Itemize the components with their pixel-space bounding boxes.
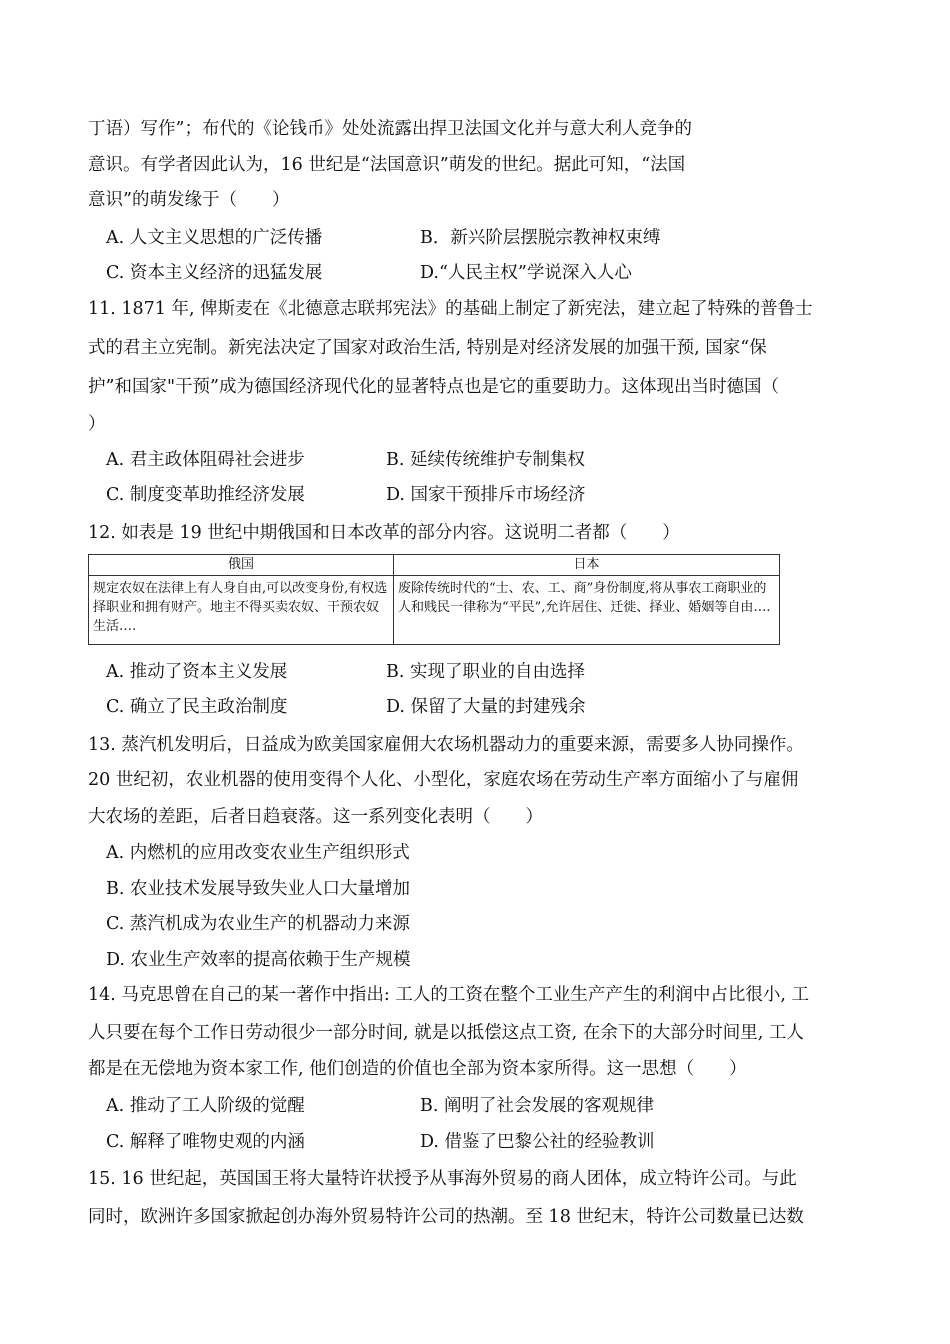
table-cell-russia: 规定农奴在法律上有人身自由,可以改变身份,有权选择职业和拥有财产。地主不得买卖农奴、干预农奴生活…. [89,576,394,645]
question-12-option-a: A. 推动了资本主义发展 [106,662,288,682]
question-12-line-1: 12. 如表是 19 世纪中期俄国和日本改革的部分内容。这说明二者都（ ） [88,523,680,543]
question-14-option-b: B. 阐明了社会发展的客观规律 [420,1096,654,1116]
table-header-japan: 日本 [394,555,780,576]
question-13-line-2: 20 世纪初，农业机器的使用变得个人化、小型化，家庭农场在劳动生产率方面缩小了与雇佣 [88,770,799,790]
question-13-option-a: A. 内燃机的应用改变农业生产组织形式 [106,843,410,863]
question-12-option-b: B. 实现了职业的自由选择 [386,662,585,682]
question-10-line-2: 意识。有学者因此认为，16 世纪是“法国意识”萌发的世纪。据此可知，“法国 [88,155,686,175]
question-10-option-d: D.“人民主权”学说深入人心 [420,263,632,283]
question-11-option-d: D. 国家干预排斥市场经济 [386,485,586,505]
question-11-line-4: ） [88,414,106,434]
table-cell-japan: 废除传统时代的“士、农、工、商”身份制度,将从事农工商职业的人和贱民一律称为“平民”,允许居住、迁徙、择业、婚姻等自由…. [394,576,780,645]
question-13-line-3: 大农场的差距，后者日趋衰落。这一系列变化表明（ ） [88,807,543,827]
question-11-option-c: C. 制度变革助推经济发展 [106,485,305,505]
question-15-line-1: 15. 16 世纪起，英国国王将大量特许状授予从事海外贸易的商人团体，成立特许公司。与此 [88,1169,797,1189]
question-14-line-2: 人只要在每个工作日劳动很少一部分时间, 就是以抵偿这点工资, 在余下的大部分时间里, 工人 [88,1023,804,1043]
question-13-option-d: D. 农业生产效率的提高依赖于生产规模 [106,950,411,970]
question-12-option-d: D. 保留了大量的封建残余 [386,697,586,717]
question-14-option-d: D. 借鉴了巴黎公社的经验教训 [420,1132,655,1152]
question-11-option-b: B. 延续传统维护专制集权 [386,450,585,470]
question-10-option-b: B．新兴阶层摆脱宗教神权束缚 [420,228,661,248]
question-14-option-a: A. 推动了工人阶级的觉醒 [106,1096,305,1116]
question-14-line-3: 都是在无偿地为资本家工作, 他们创造的价值也全部为资本家所得。这一思想（ ） [88,1059,747,1079]
question-14-option-c: C. 解释了唯物史观的内涵 [106,1132,305,1152]
question-13-option-c: C. 蒸汽机成为农业生产的机器动力来源 [106,914,410,934]
question-11-line-3: 护”和国家"干预”成为德国经济现代化的显著特点也是它的重要助力。这体现出当时德国（ [88,377,779,397]
reform-comparison-table [88,554,780,645]
question-11-line-2: 式的君主立宪制。新宪法决定了国家对政治生活, 特别是对经济发展的加强干预, 国家“保 [88,338,767,358]
table-header-russia: 俄国 [89,555,394,576]
question-11-line-1: 11. 1871 年, 俾斯麦在《北德意志联邦宪法》的基础上制定了新宪法，建立起了特殊的普鲁士 [88,299,813,319]
question-10-option-a: A. 人文主义思想的广泛传播 [106,228,323,248]
question-13-line-1: 13. 蒸汽机发明后，日益成为欧美国家雇佣大农场机器动力的重要来源，需要多人协同操作。 [88,735,804,755]
question-12-option-c: C. 确立了民主政治制度 [106,697,288,717]
question-11-option-a: A. 君主政体阻碍社会进步 [106,450,305,470]
question-10-option-c: C. 资本主义经济的迅猛发展 [106,263,323,283]
question-14-line-1: 14. 马克思曾在自己的某一著作中指出: 工人的工资在整个工业生产产生的利润中占比很小, 工 [88,985,809,1005]
question-10-line-3: 意识”的萌发缘于（ ） [88,190,290,210]
question-15-line-2: 同时，欧洲许多国家掀起创办海外贸易特许公司的热潮。至 18 世纪末，特许公司数量已达数 [88,1207,804,1227]
question-10-line-1: 丁语）写作”；布代的《论钱币》处处流露出捍卫法国文化并与意大利人竞争的 [88,119,692,139]
question-13-option-b: B. 农业技术发展导致失业人口大量增加 [106,879,410,899]
